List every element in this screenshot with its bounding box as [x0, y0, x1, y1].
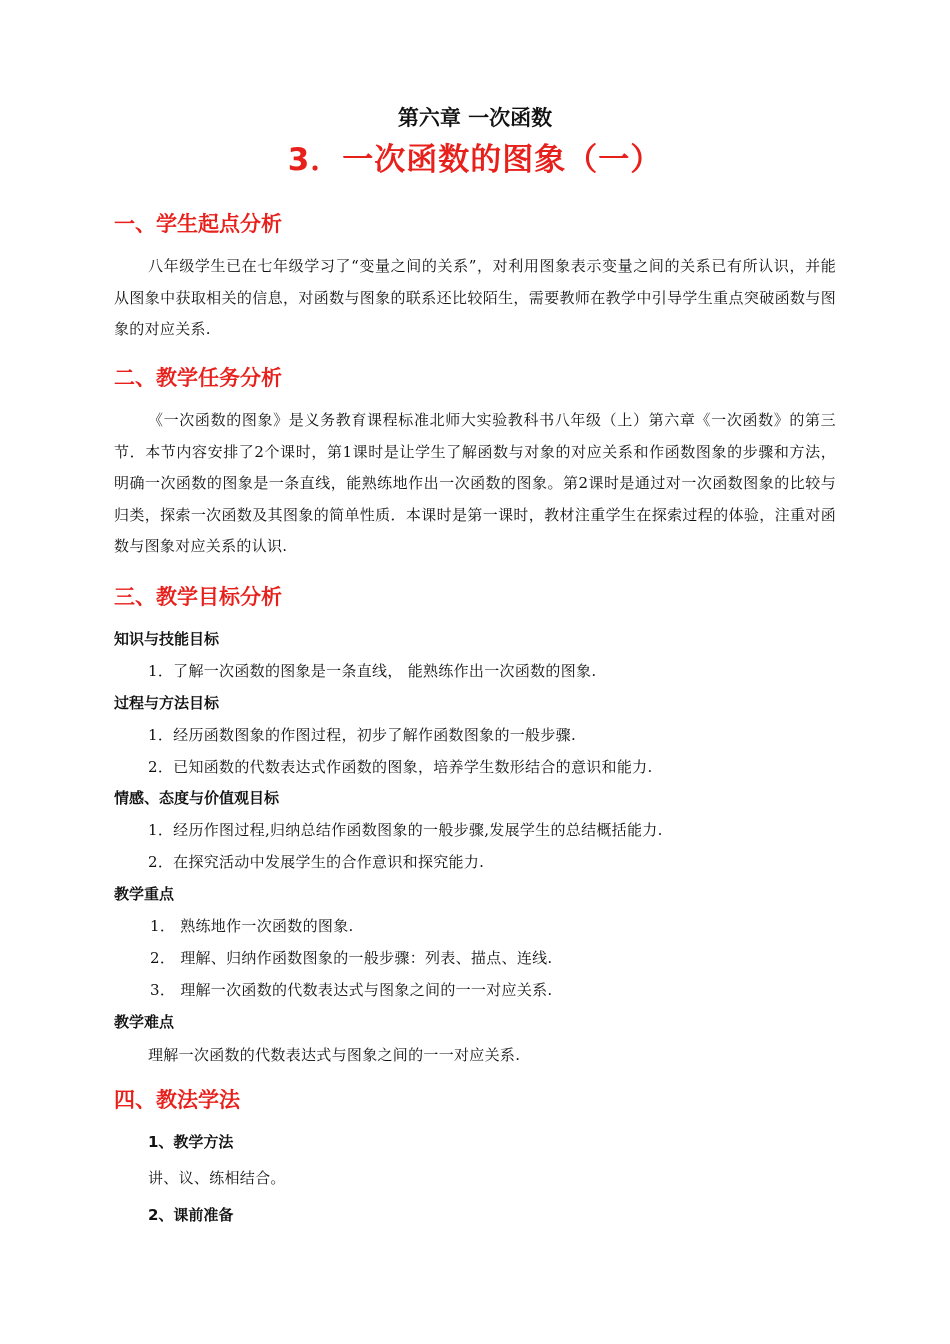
lesson-title: 3．一次函数的图象（一）: [287, 142, 663, 178]
list-item: 1．了解一次函数的图象是一条直线， 能熟练作出一次函数的图象.: [148, 662, 597, 680]
subheading-key-points: 教学重点: [114, 885, 175, 903]
list-item: 3． 理解一次函数的代数表达式与图象之间的一一对应关系.: [150, 981, 553, 999]
difficulties-text: 理解一次函数的代数表达式与图象之间的一一对应关系.: [148, 1046, 521, 1064]
list-item: 1． 熟练地作一次函数的图象.: [150, 917, 354, 935]
list-item: 2．在探究活动中发展学生的合作意识和探究能力.: [148, 853, 485, 871]
subheading-emotion-values: 情感、态度与价值观目标: [114, 789, 280, 807]
section-heading-student-analysis: 一、学生起点分析: [114, 212, 282, 236]
chapter-title: 第六章 一次函数: [397, 106, 553, 130]
list-item: 1．经历函数图象的作图过程，初步了解作函数图象的一般步骤.: [148, 726, 577, 744]
list-item: 2． 理解、归纳作函数图象的一般步骤：列表、描点、连线.: [150, 949, 553, 967]
subheading-process-methods: 过程与方法目标: [114, 694, 220, 712]
list-item: 2．已知函数的代数表达式作函数的图象，培养学生数形结合的意识和能力.: [148, 758, 653, 776]
section-paragraph-task-analysis: 《一次函数的图象》是义务教育课程标准北师大实验教科书八年级（上）第六章《一次函数》的第三节．本节内容安排了2个课时，第1课时是让学生了解函数与对象的对应关系和作函数图象的步骤和方法，明确一次函数的图象是一条直线，能熟练地作出一次函数的图象。第2课时是通过对一次函数图象的比较与归类，探索一次函数及其图象的简单性质．本课时是第一课时，教材注重学生在探索过程的体验，注重对函数与图象对应关系的认识.: [114, 411, 836, 555]
section-paragraph-student-analysis: 八年级学生已在七年级学习了“变量之间的关系”，对利用图象表示变量之间的关系已有所认识，并能从图象中获取相关的信息，对函数与图象的联系还比较陌生，需要教师在教学中引导学生重点突破函数与图象的对应关系.: [114, 257, 836, 338]
subheading-difficulties: 教学难点: [114, 1013, 175, 1031]
subheading-teaching-methods: 1、教学方法: [148, 1133, 234, 1151]
subheading-knowledge-skills: 知识与技能目标: [114, 630, 220, 648]
section-heading-task-analysis: 二、教学任务分析: [114, 366, 282, 390]
list-item: 1．经历作图过程,归纳总结作函数图象的一般步骤,发展学生的总结概括能力.: [148, 821, 663, 839]
teaching-methods-text: 讲、议、练相结合。: [148, 1169, 286, 1187]
subheading-preparation: 2、课前准备: [148, 1206, 234, 1224]
section-heading-methods: 四、教法学法: [114, 1088, 240, 1112]
section-heading-objectives: 三、教学目标分析: [114, 585, 282, 609]
